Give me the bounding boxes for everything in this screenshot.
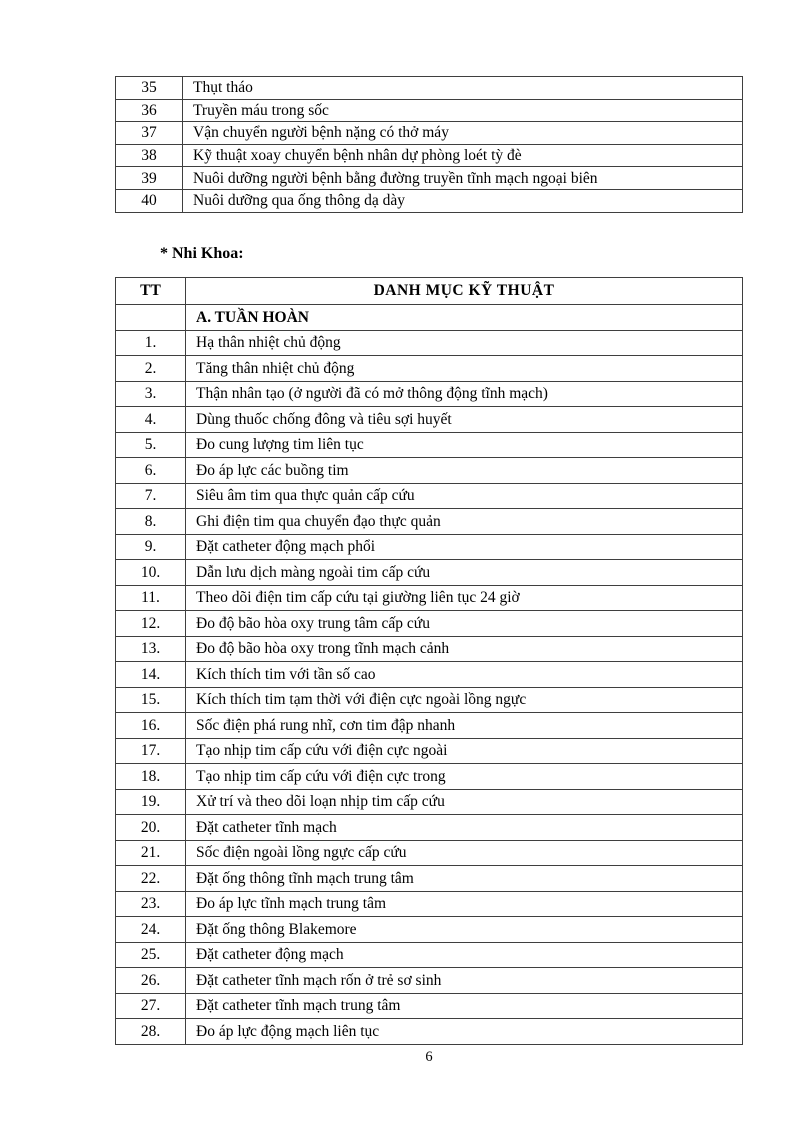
- row-number: 13.: [116, 636, 186, 662]
- row-number: 5.: [116, 432, 186, 458]
- table-row: [116, 662, 743, 688]
- page-number: 6: [425, 1048, 433, 1065]
- row-number: 4.: [116, 407, 186, 433]
- row-number: 18.: [116, 764, 186, 790]
- row-procedure-name: Thận nhân tạo (ở người đã có mở thông động tĩnh mạch): [186, 381, 743, 407]
- row-procedure-name: Thụt tháo: [183, 77, 743, 100]
- table-row: [116, 815, 743, 841]
- table-row: [116, 713, 743, 739]
- table-row: [116, 99, 743, 122]
- row-procedure-name: Kích thích tim với tần số cao: [186, 662, 743, 688]
- table-row: [116, 789, 743, 815]
- row-number: 20.: [116, 815, 186, 841]
- row-procedure-name: Đặt ống thông Blakemore: [186, 917, 743, 943]
- table-row: [116, 77, 743, 100]
- row-number: 3.: [116, 381, 186, 407]
- row-procedure-name: Ghi điện tim qua chuyển đạo thực quản: [186, 509, 743, 535]
- table-row: [116, 560, 743, 586]
- table-row: [116, 917, 743, 943]
- row-number: 21.: [116, 840, 186, 866]
- row-number: 24.: [116, 917, 186, 943]
- table-row: [116, 122, 743, 145]
- table-row: [116, 407, 743, 433]
- row-number: 7.: [116, 483, 186, 509]
- row-number: 37: [116, 122, 183, 145]
- table-row: [116, 167, 743, 190]
- table-row: [116, 585, 743, 611]
- row-procedure-name: Đặt ống thông tĩnh mạch trung tâm: [186, 866, 743, 892]
- table-row: [116, 968, 743, 994]
- row-procedure-name: Đặt catheter động mạch phổi: [186, 534, 743, 560]
- row-procedure-name: Kích thích tim tạm thời với điện cực ngoài lồng ngực: [186, 687, 743, 713]
- table-row: [116, 144, 743, 167]
- row-number: 9.: [116, 534, 186, 560]
- table-row: [116, 330, 743, 356]
- page-content: [115, 76, 743, 1066]
- row-number: 8.: [116, 509, 186, 535]
- table-row: [116, 687, 743, 713]
- row-procedure-name: Vận chuyển người bệnh nặng có thở máy: [183, 122, 743, 145]
- table-row: [116, 356, 743, 382]
- row-number: 6.: [116, 458, 186, 484]
- row-procedure-name: Siêu âm tim qua thực quản cấp cứu: [186, 483, 743, 509]
- table-row: [116, 381, 743, 407]
- section-heading-nhi-khoa: * Nhi Khoa:: [160, 244, 244, 262]
- column-header-danh-muc: DANH MỤC KỸ THUẬT: [186, 277, 743, 305]
- table-row: [116, 738, 743, 764]
- table-row: [116, 509, 743, 535]
- row-number: 1.: [116, 330, 186, 356]
- row-procedure-name: Đo cung lượng tim liên tục: [186, 432, 743, 458]
- table-row: [116, 636, 743, 662]
- row-number: 16.: [116, 713, 186, 739]
- row-procedure-name: Sốc điện ngoài lồng ngực cấp cứu: [186, 840, 743, 866]
- row-procedure-name: Tạo nhịp tim cấp cứu với điện cực trong: [186, 764, 743, 790]
- row-procedure-name: Đo áp lực tĩnh mạch trung tâm: [186, 891, 743, 917]
- row-number: 23.: [116, 891, 186, 917]
- row-number: 36: [116, 99, 183, 122]
- row-procedure-name: Kỹ thuật xoay chuyển bệnh nhân dự phòng loét tỳ đè: [183, 144, 743, 167]
- row-procedure-name: Đặt catheter tĩnh mạch trung tâm: [186, 993, 743, 1019]
- row-procedure-name: Hạ thân nhiệt chủ động: [186, 330, 743, 356]
- row-number: 12.: [116, 611, 186, 637]
- row-procedure-name: Dùng thuốc chống đông và tiêu sợi huyết: [186, 407, 743, 433]
- table-row: [116, 611, 743, 637]
- group-row-empty-cell: [116, 305, 186, 331]
- row-number: 26.: [116, 968, 186, 994]
- row-procedure-name: Đặt catheter động mạch: [186, 942, 743, 968]
- row-procedure-name: Tăng thân nhiệt chủ động: [186, 356, 743, 382]
- table-row: [116, 432, 743, 458]
- group-row: [116, 305, 743, 331]
- table-row: [116, 1019, 743, 1045]
- row-procedure-name: Đo áp lực động mạch liên tục: [186, 1019, 743, 1045]
- row-number: 15.: [116, 687, 186, 713]
- row-procedure-name: Đặt catheter tĩnh mạch: [186, 815, 743, 841]
- procedures-table-continued: [115, 76, 743, 213]
- row-procedure-name: Tạo nhịp tim cấp cứu với điện cực ngoài: [186, 738, 743, 764]
- table-row: [116, 483, 743, 509]
- row-procedure-name: Dẫn lưu dịch màng ngoài tim cấp cứu: [186, 560, 743, 586]
- row-number: 22.: [116, 866, 186, 892]
- row-procedure-name: Đo độ bão hòa oxy trong tĩnh mạch cảnh: [186, 636, 743, 662]
- row-number: 11.: [116, 585, 186, 611]
- row-procedure-name: Xử trí và theo dõi loạn nhịp tim cấp cứu: [186, 789, 743, 815]
- table-row: [116, 458, 743, 484]
- row-procedure-name: Theo dõi điện tim cấp cứu tại giường liên tục 24 giờ: [186, 585, 743, 611]
- row-number: 39: [116, 167, 183, 190]
- row-procedure-name: Đo độ bão hòa oxy trung tâm cấp cứu: [186, 611, 743, 637]
- row-number: 28.: [116, 1019, 186, 1045]
- row-number: 35: [116, 77, 183, 100]
- row-procedure-name: Nuôi dưỡng người bệnh bằng đường truyền tĩnh mạch ngoại biên: [183, 167, 743, 190]
- nhi-khoa-techniques-table: [115, 277, 743, 1045]
- column-header-tt: TT: [116, 277, 186, 305]
- table-row: [116, 942, 743, 968]
- row-procedure-name: Đặt catheter tĩnh mạch rốn ở trẻ sơ sinh: [186, 968, 743, 994]
- row-number: 27.: [116, 993, 186, 1019]
- row-number: 2.: [116, 356, 186, 382]
- row-number: 14.: [116, 662, 186, 688]
- row-number: 38: [116, 144, 183, 167]
- table-row: [116, 840, 743, 866]
- row-number: 17.: [116, 738, 186, 764]
- table-row: [116, 534, 743, 560]
- row-procedure-name: Nuôi dưỡng qua ống thông dạ dày: [183, 189, 743, 212]
- row-procedure-name: Truyền máu trong sốc: [183, 99, 743, 122]
- table-row: [116, 866, 743, 892]
- table-row: [116, 993, 743, 1019]
- row-number: 40: [116, 189, 183, 212]
- row-procedure-name: Sốc điện phá rung nhĩ, cơn tim đập nhanh: [186, 713, 743, 739]
- row-procedure-name: Đo áp lực các buồng tim: [186, 458, 743, 484]
- table-row: [116, 189, 743, 212]
- row-number: 19.: [116, 789, 186, 815]
- group-row-label: A. TUẦN HOÀN: [186, 305, 743, 331]
- row-number: 25.: [116, 942, 186, 968]
- table-row: [116, 891, 743, 917]
- table-header-row: [116, 277, 743, 305]
- table-row: [116, 764, 743, 790]
- row-number: 10.: [116, 560, 186, 586]
